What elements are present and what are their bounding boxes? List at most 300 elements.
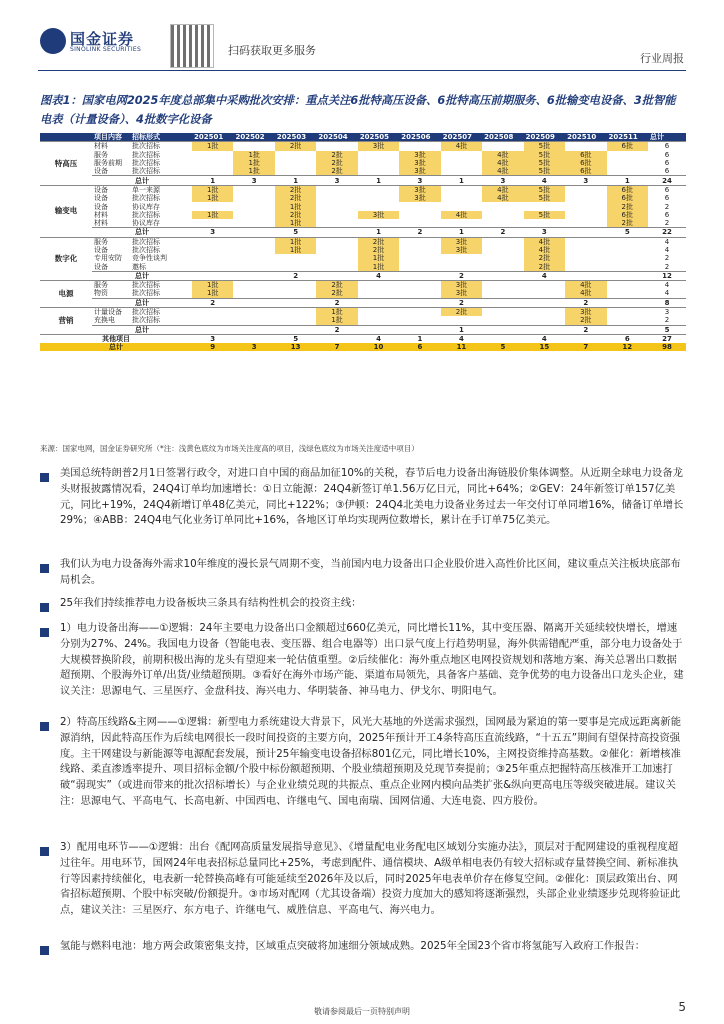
subtotal-label: 总计 xyxy=(92,271,192,280)
group-name: 特高压 xyxy=(40,142,92,185)
batch-cell xyxy=(275,159,316,167)
batch-cell xyxy=(607,254,648,262)
other-cell: 4 xyxy=(524,334,565,343)
batch-cell xyxy=(233,237,274,246)
batch-cell: 1批 xyxy=(275,219,316,228)
batch-cell xyxy=(233,254,274,262)
item-cell: 设备 xyxy=(94,194,108,203)
paragraph: 我们认为电力设备海外需求10年维度的漫长景气周期不变，当前国内电力设备出口企业股价进入高性价比区间，建议重点关注板块底部布局机会。 xyxy=(60,558,681,586)
batch-cell xyxy=(441,202,482,210)
batch-cell xyxy=(358,307,399,316)
batch-cell xyxy=(565,246,606,254)
batch-cell xyxy=(607,167,648,176)
batch-cell xyxy=(399,142,440,151)
subtotal-row xyxy=(40,325,686,334)
subtotal-cell: 3 xyxy=(316,176,357,185)
batch-cell xyxy=(233,262,274,271)
item-cell: 服务 xyxy=(92,281,130,290)
mode-cell: 批次招标 xyxy=(132,167,160,176)
batch-cell xyxy=(358,202,399,210)
subtotal-cell: 1 xyxy=(441,176,482,185)
batch-cell xyxy=(524,316,565,325)
other-cell: 1 xyxy=(399,334,440,343)
bullet-icon xyxy=(40,628,49,637)
batch-cell xyxy=(358,219,399,228)
mode-cell: 批次招标 xyxy=(130,307,192,316)
batch-cell: 5批 xyxy=(524,194,565,202)
batch-cell xyxy=(316,185,357,194)
subtotal-cell xyxy=(192,325,233,334)
batch-cell: 2批 xyxy=(316,289,357,298)
batch-cell: 5批 xyxy=(524,142,565,151)
column-header: 总计 xyxy=(648,133,686,142)
batch-cell: 2批 xyxy=(358,237,399,246)
subtotal-cell: 4 xyxy=(358,271,399,280)
batch-cell xyxy=(316,246,357,254)
grand-total-cell: 5 xyxy=(482,343,523,351)
batch-cell: 4批 xyxy=(524,237,565,246)
subtotal-cell xyxy=(358,325,399,334)
paragraph: 3）配用电环节——①逻辑：出台《配网高质量发展指导意见》、《增量配电业务配电区域划分实施办法》，顶层对于配网建设的重视程度超过往年。用电环节，国网24年电表招标总量同比+25%，考虑到配件、通信模块、A级单相电表仍有较大招标或存量替换空间、新标准执行等因素持续催化，电表新一轮替换高峰有可能延续至2026年及以后，同时2025年电表单价存在修复空间。②催化：顶层政策出台、网省招标超预期、个股中标突破/份额提升。③市场对配网（尤其设备端）投资力度加大的感知将逐渐强烈，头部企业业绩逐步兑现将验证此点，建议关注：三星医疗、东方电子、许继电气、威胜信息、平高电气、海兴电力。 xyxy=(60,841,681,917)
group-name: 电源 xyxy=(40,281,92,308)
batch-cell xyxy=(358,316,399,325)
grand-total-cell: 6 xyxy=(399,343,440,351)
subtotal-cell: 1 xyxy=(441,325,482,334)
batch-cell xyxy=(441,219,482,228)
subtotal-cell xyxy=(358,298,399,307)
item-cell: 服务 xyxy=(92,237,130,246)
batch-cell xyxy=(233,307,274,316)
grand-total-cell: 15 xyxy=(524,343,565,351)
batch-cell: 2批 xyxy=(275,194,316,202)
batch-cell xyxy=(399,202,440,210)
batch-cell: 1批 xyxy=(233,159,274,167)
subtotal-cell xyxy=(482,325,523,334)
batch-cell xyxy=(399,219,440,228)
batch-cell: 3批 xyxy=(441,246,482,254)
batch-cell: 1批 xyxy=(358,254,399,262)
subtotal-cell xyxy=(316,228,357,237)
batch-cell xyxy=(358,289,399,298)
batch-cell xyxy=(482,237,523,246)
batch-cell xyxy=(233,219,274,228)
subtotal-cell xyxy=(399,325,440,334)
subtotal-cell xyxy=(399,298,440,307)
subtotal-cell xyxy=(565,271,606,280)
subtotal-cell: 3 xyxy=(565,176,606,185)
batch-cell xyxy=(565,194,606,202)
table-row xyxy=(40,159,686,167)
table-row xyxy=(40,219,686,228)
table-row xyxy=(40,289,686,298)
subtotal-label: 总计 xyxy=(92,228,192,237)
batch-cell: 2批 xyxy=(441,307,482,316)
batch-cell xyxy=(399,316,440,325)
batch-cell: 2批 xyxy=(275,211,316,219)
bullet-icon xyxy=(40,603,49,612)
subtotal-cell: 3 xyxy=(524,228,565,237)
batch-cell: 2批 xyxy=(524,262,565,271)
batch-cell xyxy=(482,281,523,290)
batch-cell xyxy=(482,289,523,298)
mode-cell: 批次招标 xyxy=(132,289,160,298)
batch-cell: 1批 xyxy=(358,262,399,271)
batch-cell: 2批 xyxy=(316,159,357,167)
subtotal-cell xyxy=(482,271,523,280)
batch-cell xyxy=(399,262,440,271)
other-cell: 6 xyxy=(607,334,648,343)
subtotal-cell xyxy=(399,271,440,280)
batch-cell xyxy=(482,307,523,316)
batch-cell xyxy=(358,185,399,194)
batch-cell xyxy=(192,151,233,159)
subtotal-cell xyxy=(524,298,565,307)
subtotal-cell: 5 xyxy=(275,228,316,237)
batch-cell: 4批 xyxy=(441,211,482,219)
batch-cell xyxy=(607,237,648,246)
batch-cell xyxy=(565,202,606,210)
batch-cell xyxy=(358,151,399,159)
subtotal-row xyxy=(40,298,686,307)
batch-cell xyxy=(565,254,606,262)
batch-cell: 3批 xyxy=(399,151,440,159)
subtotal-cell xyxy=(316,271,357,280)
subtotal-cell xyxy=(607,271,648,280)
brand-logo-icon xyxy=(40,28,66,54)
subtotal-cell: 3 xyxy=(399,176,440,185)
batch-cell: 3批 xyxy=(441,237,482,246)
batch-cell xyxy=(233,202,274,210)
footer-disclaimer: 敬请参阅最后一页特别声明 xyxy=(314,1007,410,1016)
batch-cell xyxy=(565,219,606,228)
grand-total-cell: 9 xyxy=(192,343,233,351)
batch-cell: 1批 xyxy=(275,246,316,254)
subtotal-cell xyxy=(275,298,316,307)
batch-cell: 3批 xyxy=(399,159,440,167)
grand-total-cell: 3 xyxy=(233,343,274,351)
mode-cell: 竞争性谈判 xyxy=(132,254,167,263)
batch-cell: 2批 xyxy=(524,254,565,262)
batch-cell xyxy=(565,185,606,194)
batch-cell: 1批 xyxy=(192,194,233,202)
mode-cell: 批次招标 xyxy=(132,210,160,219)
batch-cell xyxy=(399,289,440,298)
subtotal-cell: 3 xyxy=(192,228,233,237)
column-header: 项目内容 xyxy=(92,133,130,142)
batch-cell xyxy=(233,281,274,290)
batch-cell: 2批 xyxy=(316,281,357,290)
batch-cell xyxy=(275,281,316,290)
batch-cell xyxy=(482,262,523,271)
table-row xyxy=(40,316,686,325)
batch-cell xyxy=(316,237,357,246)
row-total: 4 xyxy=(648,281,686,290)
item-cell: 设备 xyxy=(94,202,108,211)
item-cell: 专用安防 xyxy=(94,254,122,263)
batch-cell xyxy=(358,194,399,202)
table-row xyxy=(40,185,686,194)
batch-cell: 1批 xyxy=(275,237,316,246)
row-total: 6 xyxy=(648,142,686,151)
batch-cell xyxy=(399,246,440,254)
batch-cell xyxy=(192,202,233,210)
item-cell: 计量设备 xyxy=(92,307,130,316)
subtotal-cell: 1 xyxy=(192,176,233,185)
batch-cell xyxy=(565,237,606,246)
subtotal-cell: 1 xyxy=(441,228,482,237)
grand-total-label: 总计 xyxy=(40,343,192,351)
batch-cell xyxy=(316,254,357,262)
item-cell: 充换电 xyxy=(94,316,115,325)
batch-cell: 3批 xyxy=(358,211,399,219)
grand-total-cell: 10 xyxy=(358,343,399,351)
grand-total-cell: 13 xyxy=(275,343,316,351)
column-header: 202501 xyxy=(192,133,233,142)
batch-cell xyxy=(441,167,482,176)
batch-cell xyxy=(358,159,399,167)
row-total: 6 xyxy=(648,185,686,194)
item-cell: 物资 xyxy=(94,289,108,298)
batch-cell xyxy=(275,151,316,159)
subtotal-cell xyxy=(233,228,274,237)
batch-cell xyxy=(275,289,316,298)
batch-cell: 4批 xyxy=(482,194,523,202)
batch-cell: 3批 xyxy=(565,307,606,316)
subtotal-cell xyxy=(565,228,606,237)
subtotal-cell: 2 xyxy=(441,271,482,280)
batch-cell: 6批 xyxy=(565,159,606,167)
batch-cell xyxy=(233,246,274,254)
batch-cell xyxy=(192,246,233,254)
row-total: 2 xyxy=(664,254,670,263)
batch-cell xyxy=(524,307,565,316)
table-row xyxy=(40,211,686,219)
document-type: 行业周报 xyxy=(640,52,684,65)
subtotal-cell xyxy=(192,271,233,280)
mode-cell: 批次招标 xyxy=(132,194,160,203)
brand-name-en: SINOLINK SECURITIES xyxy=(70,46,142,53)
batch-cell xyxy=(565,262,606,271)
batch-cell xyxy=(441,185,482,194)
column-header: 招标形式 xyxy=(130,133,192,142)
subtotal-cell: 2 xyxy=(482,228,523,237)
batch-cell xyxy=(316,211,357,219)
batch-cell: 4批 xyxy=(482,185,523,194)
batch-cell xyxy=(607,281,648,290)
batch-cell xyxy=(482,316,523,325)
batch-cell xyxy=(275,254,316,262)
subtotal-row xyxy=(40,176,686,185)
column-header: 202507 xyxy=(441,133,482,142)
batch-cell xyxy=(275,307,316,316)
item-cell: 设备 xyxy=(94,246,108,254)
group-name: 营销 xyxy=(40,307,92,334)
batch-cell xyxy=(233,211,274,219)
other-cell: 4 xyxy=(441,334,482,343)
row-total: 2 xyxy=(664,316,670,325)
batch-cell: 1批 xyxy=(233,151,274,159)
bullet-icon xyxy=(40,946,49,955)
subtotal-total: 5 xyxy=(648,325,686,334)
batch-cell xyxy=(482,211,523,219)
batch-cell xyxy=(275,316,316,325)
subtotal-cell: 2 xyxy=(275,271,316,280)
batch-cell xyxy=(524,289,565,298)
other-cell: 4 xyxy=(358,334,399,343)
batch-cell xyxy=(233,316,274,325)
qr-caption: 扫码获取更多服务 xyxy=(228,44,316,57)
batch-cell xyxy=(441,194,482,202)
batch-cell xyxy=(192,219,233,228)
subtotal-label: 总计 xyxy=(92,176,192,185)
subtotal-cell: 2 xyxy=(565,298,606,307)
batch-cell xyxy=(565,142,606,151)
bullet-icon xyxy=(40,564,49,573)
batch-cell xyxy=(441,262,482,271)
batch-cell: 6批 xyxy=(607,194,648,202)
row-total: 2 xyxy=(664,202,670,211)
subtotal-cell: 2 xyxy=(316,325,357,334)
batch-cell xyxy=(441,159,482,167)
row-total: 6 xyxy=(664,150,670,159)
batch-cell: 5批 xyxy=(524,159,565,167)
batch-cell xyxy=(607,316,648,325)
other-cell xyxy=(316,334,357,343)
bullet-icon xyxy=(40,847,49,856)
batch-cell xyxy=(524,281,565,290)
group-name: 数字化 xyxy=(40,237,92,280)
subtotal-cell: 2 xyxy=(565,325,606,334)
batch-cell xyxy=(482,254,523,262)
batch-cell xyxy=(192,159,233,167)
batch-cell xyxy=(607,151,648,159)
subtotal-cell: 1 xyxy=(275,176,316,185)
subtotal-cell xyxy=(275,325,316,334)
mode-cell: 批次招标 xyxy=(132,159,160,168)
table-row xyxy=(40,142,686,151)
other-row xyxy=(40,334,686,343)
batch-cell: 2批 xyxy=(316,167,357,176)
batch-cell xyxy=(441,316,482,325)
subtotal-cell: 2 xyxy=(192,298,233,307)
batch-cell: 3批 xyxy=(399,194,440,202)
table-row xyxy=(40,151,686,159)
other-cell xyxy=(482,334,523,343)
batch-cell: 2批 xyxy=(275,142,316,151)
item-cell: 设备 xyxy=(92,185,130,194)
subtotal-row xyxy=(40,271,686,280)
column-header: 202505 xyxy=(358,133,399,142)
subtotal-cell xyxy=(607,298,648,307)
column-header: 202509 xyxy=(524,133,565,142)
item-cell: 服务 xyxy=(94,150,108,159)
batch-cell xyxy=(399,211,440,219)
row-total: 2 xyxy=(664,219,670,228)
batch-cell: 6批 xyxy=(607,185,648,194)
column-header: 202503 xyxy=(275,133,316,142)
subtotal-cell: 3 xyxy=(482,176,523,185)
batch-cell: 2批 xyxy=(358,246,399,254)
item-cell: 材料 xyxy=(92,142,130,151)
other-cell xyxy=(233,334,274,343)
subtotal-cell: 4 xyxy=(524,176,565,185)
item-cell: 服务前期 xyxy=(94,159,122,168)
batch-cell xyxy=(524,202,565,210)
batch-cell xyxy=(316,202,357,210)
other-cell xyxy=(565,334,606,343)
batch-cell xyxy=(233,289,274,298)
batch-cell: 6批 xyxy=(565,167,606,176)
paragraph: 25年我们持续推荐电力设备板块三条具有结构性机会的投资主线： xyxy=(60,597,362,609)
batch-cell: 1批 xyxy=(192,289,233,298)
table-row xyxy=(40,194,686,202)
batch-cell: 5批 xyxy=(524,151,565,159)
item-cell: 设备 xyxy=(94,262,108,271)
batch-cell xyxy=(358,167,399,176)
batch-cell: 4批 xyxy=(565,289,606,298)
column-header: 202511 xyxy=(607,133,648,142)
batch-cell xyxy=(482,246,523,254)
subtotal-cell xyxy=(233,325,274,334)
batch-cell: 4批 xyxy=(441,142,482,151)
batch-cell: 3批 xyxy=(441,289,482,298)
mode-cell: 批次招标 xyxy=(130,237,192,246)
page-header xyxy=(0,0,724,68)
batch-cell xyxy=(607,262,648,271)
paragraph: 美国总统特朗普2月1日签署行政令，对进口自中国的商品加征10%的关税，春节后电力设备出海链股价集体调整。从近期全球电力设备龙头财报披露情况看，24Q4订单均加速增长：①日立能源：24Q4新签订单1.56万亿日元，同比+64%；②GEV：24年新签订单157亿美元，同比+19%，24Q4新增订单48亿美元，同比+122%；③伊顿：24Q4北美电力设备业务过去一年交付订单同增16%，储备订单增长29%；④ABB：24Q4电气化业务订单同比+16%，各地区订单均实现两位数增长，累计在手订单75亿美元。 xyxy=(60,467,684,527)
table-row xyxy=(40,237,686,246)
subtotal-cell: 1 xyxy=(358,176,399,185)
mode-cell: 批次招标 xyxy=(132,246,160,254)
batch-cell: 3批 xyxy=(399,167,440,176)
batch-cell xyxy=(482,202,523,210)
figure-title: 图表1：国家电网2025年度总部集中采购批次安排：重点关注6批特高压设备、6批特高压前期服务、6批输变电设备、3批智能电表（计量设备）、4批数字化设备 xyxy=(40,94,676,126)
batch-cell: 1批 xyxy=(192,211,233,219)
subtotal-cell: 4 xyxy=(524,271,565,280)
procurement-table xyxy=(40,133,686,351)
batch-cell: 3批 xyxy=(358,142,399,151)
other-label: 其他项目 xyxy=(40,334,192,343)
table-row xyxy=(40,202,686,210)
subtotal-cell xyxy=(607,325,648,334)
table-header-row xyxy=(40,133,686,142)
batch-cell xyxy=(399,237,440,246)
batch-cell xyxy=(399,281,440,290)
batch-cell: 5批 xyxy=(524,211,565,219)
batch-cell: 4批 xyxy=(482,167,523,176)
batch-cell xyxy=(482,219,523,228)
table-row xyxy=(40,281,686,290)
item-cell: 材料 xyxy=(94,219,108,228)
batch-cell xyxy=(565,211,606,219)
subtotal-cell: 1 xyxy=(607,176,648,185)
mode-cell: 协议库存 xyxy=(132,219,160,228)
mode-cell: 协议库存 xyxy=(132,202,160,211)
column-header: 202502 xyxy=(233,133,274,142)
subtotal-cell xyxy=(233,298,274,307)
qr-code-icon[interactable] xyxy=(170,24,214,68)
paragraph: 氢能与燃料电池：地方两会政策密集支持，区域重点突破将加速细分领域成熟。2025年全国23个省市将氢能写入政府工作报告： xyxy=(60,940,646,952)
batch-cell: 1批 xyxy=(192,281,233,290)
row-total: 4 xyxy=(648,237,686,246)
batch-cell xyxy=(316,142,357,151)
paragraph: 2）特高压线路&主网——①逻辑：新型电力系统建设大背景下，风光大基地的外送需求强烈，国网最为紧迫的第一要事是完成远距离新能源消纳，因此特高压作为后续电网很长一段时间投资的主要方向，2025年预计开工4条特高压直流线路，“十五五”期间有望保持高投资强度。主干网建设与新能源等电源配套发展，预计25年输变电设备招标801亿元，同比增长10%，主网投资维持高基数。②催化：新增核准线路、柔直渗透率提升、项目招标金额/个股中标份额超预期、个股业绩超预期及兑现节奏提前；③25年重点把握特高压核准开工加速打破“弱现实”（或进而带来的批次招标增长）与企业业绩兑现的共振点、重点企业网内模向品类扩张&纵向更高电压等级突破进展。建议关注：思源电气、平高电气、长高电新、中国西电、许继电气、国电南瑞、国网信通、大连电瓷、四方股份。 xyxy=(60,716,682,807)
batch-cell xyxy=(441,254,482,262)
subtotal-cell xyxy=(524,325,565,334)
batch-cell: 3批 xyxy=(441,281,482,290)
row-total: 6 xyxy=(664,194,670,203)
batch-cell xyxy=(316,194,357,202)
